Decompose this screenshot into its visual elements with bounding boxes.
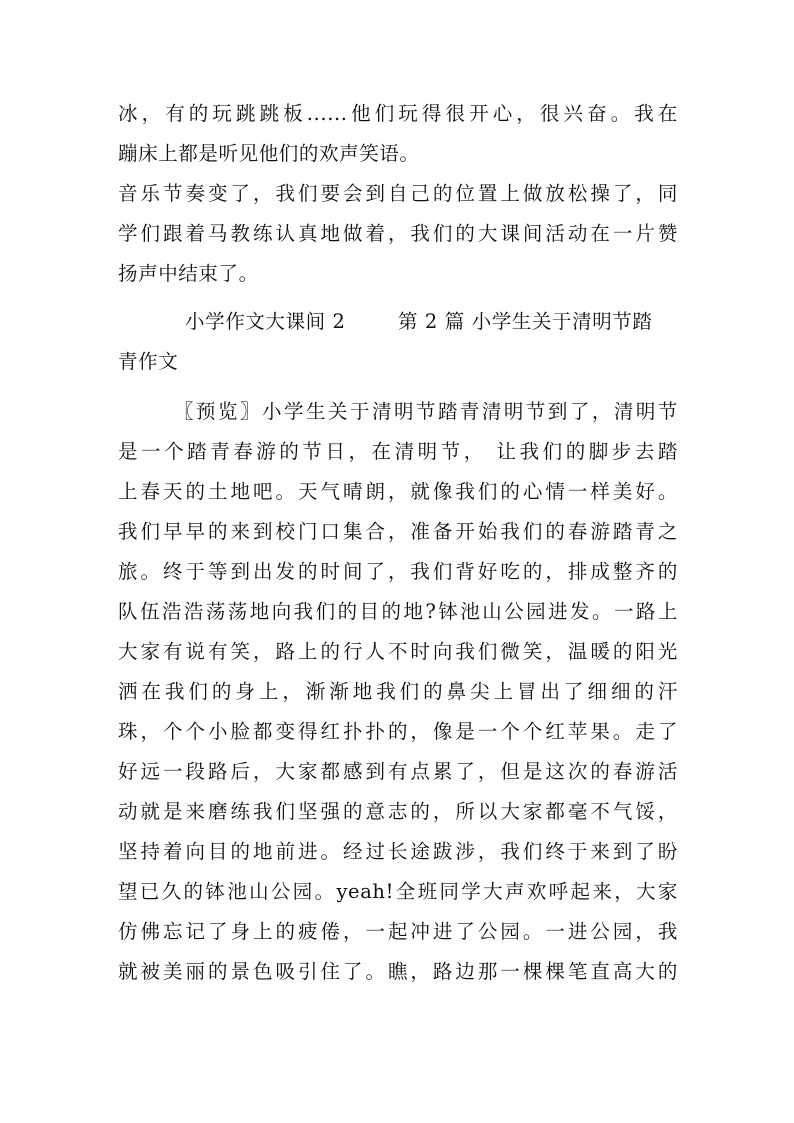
paragraph-first-line: 〖预览〗小学生关于清明节踏青清明节到了，清明节 (174, 400, 678, 423)
text-line-12: 队伍浩浩荡荡地向我们的目的地?钵池山公园进发。一路上 (118, 600, 678, 623)
text-line-1: 冰，有的玩跳跳板......他们玩得很开心，很兴奋。我在 (118, 102, 678, 125)
title-part-1: 小学作文大课间 2 (185, 310, 346, 333)
text-line-2: 蹦床上都是听见他们的欢声笑语。 (118, 142, 420, 165)
text-line-5: 扬声中结束了。 (118, 262, 259, 285)
text-line-16: 好远一段路后，大家都感到有点累了，但是这次的春游活 (118, 760, 678, 783)
text-line-14: 洒在我们的身上，渐渐地我们的鼻尖上冒出了细细的汗 (118, 680, 678, 703)
text-line-13: 大家有说有笑，路上的行人不时向我们微笑，温暖的阳光 (118, 640, 678, 663)
text-line-8: 是一个踏青春游的节日，在清明节， 让我们的脚步去踏 (118, 440, 678, 463)
text-line-21: 就被美丽的景色吸引住了。瞧，路边那一棵棵笔直高大的 (118, 960, 678, 983)
title-continuation: 青作文 (118, 350, 179, 373)
text-line-20: 仿佛忘记了身上的疲倦，一起冲进了公园。一进公园，我 (118, 920, 678, 943)
text-line-9: 上春天的土地吧。天气晴朗，就像我们的心情一样美好。 (118, 480, 678, 503)
text-line-3: 音乐节奏变了，我们要会到自己的位置上做放松操了，同 (118, 182, 678, 205)
text-line-18: 坚持着向目的地前进。经过长途跋涉，我们终于来到了盼 (118, 840, 678, 863)
text-line-17: 动就是来磨练我们坚强的意志的，所以大家都毫不气馁， (118, 800, 678, 823)
text-line-4: 学们跟着马教练认真地做着，我们的大课间活动在一片赞 (118, 222, 678, 245)
text-line-10: 我们早早的来到校门口集合，准备开始我们的春游踏青之 (118, 520, 678, 543)
text-line-15: 珠，个个小脸都变得红扑扑的，像是一个个红苹果。走了 (118, 720, 678, 743)
text-line-11: 旅。终于等到出发的时间了，我们背好吃的，排成整齐的 (118, 560, 678, 583)
title-part-2: 第 2 篇 小学生关于清明节踏 (398, 310, 653, 333)
text-line-19: 望已久的钵池山公园。yeah!全班同学大声欢呼起来，大家 (118, 880, 678, 903)
